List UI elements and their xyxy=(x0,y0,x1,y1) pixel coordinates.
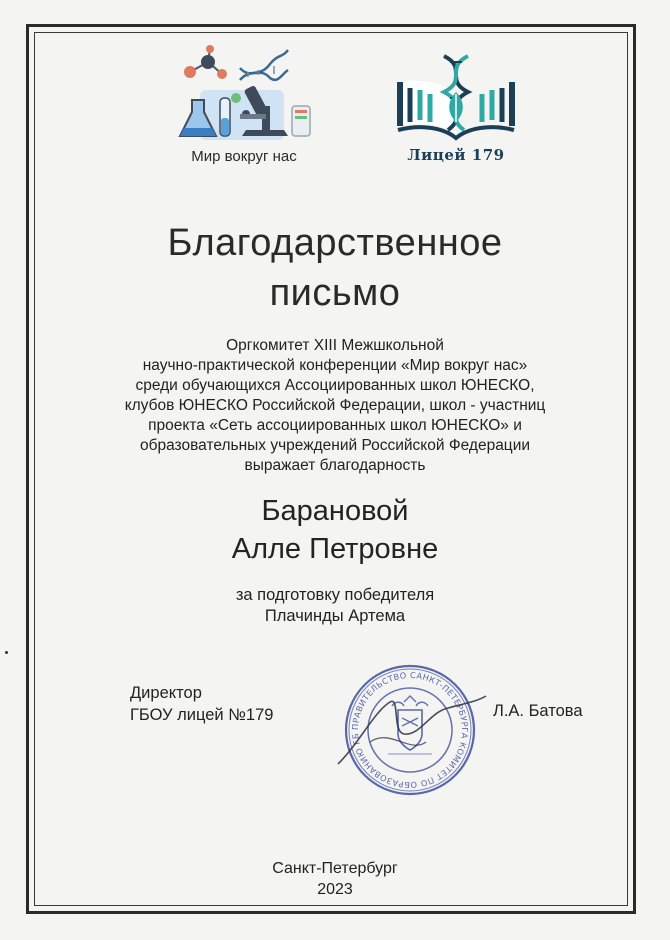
director-position xyxy=(130,682,273,726)
reason-text xyxy=(60,585,610,627)
footer-year: 2023 xyxy=(317,881,353,898)
dna-book-icon xyxy=(392,52,520,142)
recipient-given-names: Алле Петровне xyxy=(231,533,439,565)
reason-line-2: Плачинды Артема xyxy=(264,607,406,625)
handwritten-signature xyxy=(330,672,490,782)
scan-speck xyxy=(5,651,8,654)
footer-city: Санкт-Петербург xyxy=(272,860,398,877)
body-line: выражает благодарность xyxy=(244,457,426,474)
title-line-1: Благодарственное xyxy=(167,222,503,264)
title-line-2: письмо xyxy=(269,272,401,314)
position-line-2: ГБОУ лицей №179 xyxy=(130,706,274,724)
science-lab-icon xyxy=(170,44,320,149)
lyceum-logo xyxy=(392,52,520,167)
body-line: среди обучающихся Ассоциированных школ ЮНЕСКО, xyxy=(135,377,535,394)
recipient-surname: Барановой xyxy=(261,495,409,527)
body-line: Оргкомитет XIII Межшкольной xyxy=(226,337,444,354)
reason-line-1: за подготовку победителя xyxy=(235,586,435,604)
position-line-1: Директор xyxy=(130,684,202,702)
body-line: проекта «Сеть ассоциированных школ ЮНЕСКО» и xyxy=(148,417,522,434)
signer-name: Л.А. Батова xyxy=(493,702,583,720)
body-paragraph xyxy=(70,336,600,476)
body-line: клубов ЮНЕСКО Российской Федерации, школ - участниц xyxy=(124,397,546,414)
conference-logo xyxy=(170,44,320,169)
body-line: научно-практической конференции «Мир вокруг нас» xyxy=(142,357,528,374)
body-line: образовательных учреждений Российской Федерации xyxy=(139,437,531,454)
conference-logo-caption: Мир вокруг нас xyxy=(191,148,297,165)
lyceum-logo-caption: Лицей 179 xyxy=(407,146,505,164)
stamp-arc-text: ПРАВИТЕЛЬСТВО САНКТ-ПЕТЕРБУРГА КОМИТЕТ ПО ОБРАЗОВАНИЮ ГБ xyxy=(349,669,471,791)
footer xyxy=(60,858,610,900)
